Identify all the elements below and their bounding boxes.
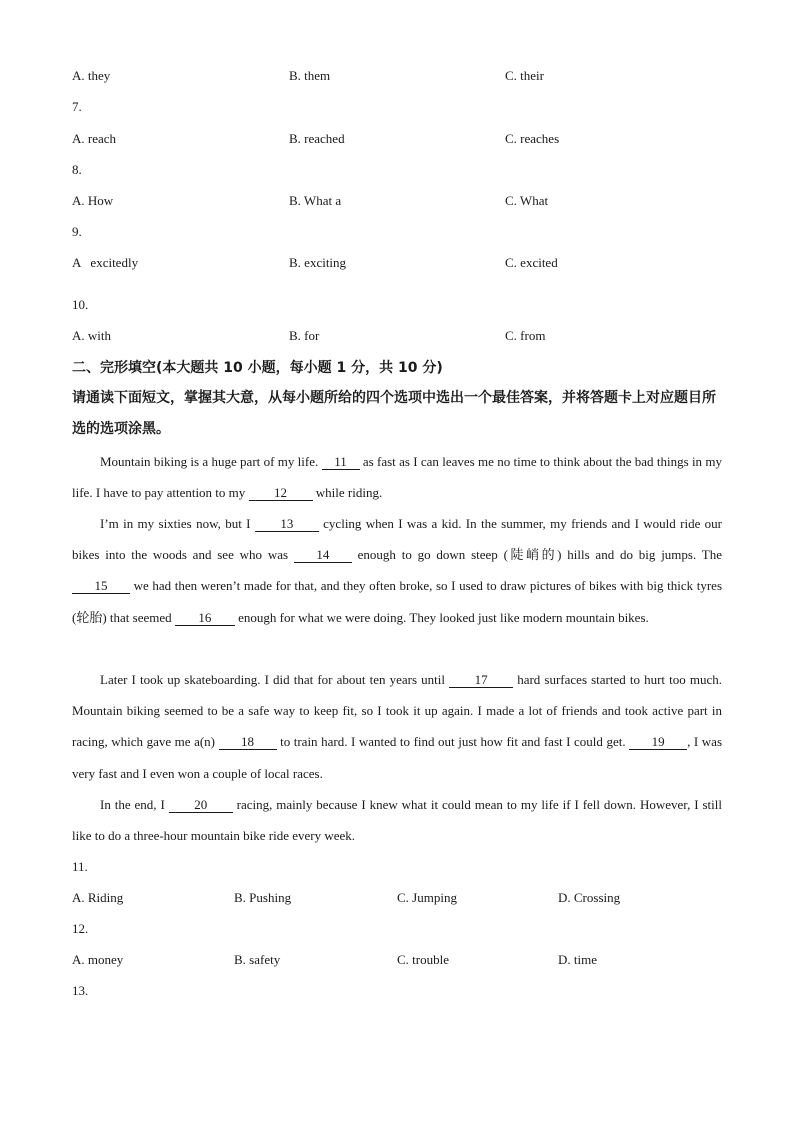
option-c: C. trouble	[397, 952, 449, 967]
blank-14: 14	[294, 547, 352, 563]
question-8-number: 8.	[72, 162, 82, 177]
blank-19: 19	[629, 734, 687, 750]
question-7-number: 7.	[72, 99, 82, 114]
blank-15: 15	[72, 578, 130, 594]
option-a: A. they	[72, 68, 111, 83]
option-a: A excitedly	[72, 255, 139, 270]
option-b: B. them	[289, 68, 331, 83]
question-6-options	[72, 66, 722, 86]
option-a: A. reach	[72, 131, 117, 146]
option-a: A. How	[72, 193, 114, 208]
option-c: C. What	[505, 193, 549, 208]
section-heading: 二、完形填空(本大题共 10 小题，每小题 1 分，共 10 分)	[72, 360, 443, 376]
passage-paragraph-1: Mountain biking is a huge part of my life. 11 as fast as I can leaves me no time to think about the bad things in my life. I have to pay attention to my 12 while riding.	[72, 454, 722, 501]
option-c: C. their	[505, 68, 544, 83]
question-10-options	[72, 326, 722, 346]
blank-16: 16	[175, 610, 235, 626]
option-c: C. excited	[505, 255, 558, 270]
blank-13: 13	[255, 516, 319, 532]
question-12-number: 12.	[72, 921, 89, 936]
option-c: C. from	[505, 328, 546, 343]
option-d: D. time	[558, 952, 597, 967]
option-c: C. reaches	[505, 131, 560, 146]
option-c: C. Jumping	[397, 890, 457, 905]
option-a: A. Riding	[72, 890, 124, 905]
question-7-options	[72, 129, 722, 149]
blank-20: 20	[169, 797, 233, 813]
option-b: B. What a	[289, 193, 342, 208]
question-11-number: 11.	[72, 859, 88, 874]
question-10-number: 10.	[72, 297, 89, 312]
blank-12: 12	[249, 485, 313, 501]
passage-paragraph-4: In the end, I 20 racing, mainly because I knew what it could mean to my life if I fell down. However, I still like to do a three-hour mountain bike ride every week.	[72, 797, 723, 844]
option-a: A. money	[72, 952, 124, 967]
passage-paragraph-2: I’m in my sixties now, but I 13 cycling when I was a kid. In the summer, my friends and I would ride our bikes into the woods and see who was 14 enough to go down steep (陡峭的) hills and do big jumps. The 15 we had then weren’t made for that, and they often broke, so I used to draw pictures of bikes with big thick tyres (轮胎) that seemed 16 enough for what we were doing. They looked just like modern mountain bikes.	[72, 516, 723, 625]
blank-11: 11	[322, 454, 360, 470]
question-11-options	[72, 888, 722, 908]
option-a: A. with	[72, 328, 111, 343]
option-b: B. Pushing	[234, 890, 292, 905]
section-instruction: 请通读下面短文，掌握其大意，从每小题所给的四个选项中选出一个最佳答案，并将答题卡上对应题目所选的选项涂黑。	[72, 390, 716, 437]
option-b: B. exciting	[289, 255, 347, 270]
passage-paragraph-3: Later I took up skateboarding. I did that for about ten years until 17 hard surfaces started to hurt too much. Mountain biking seemed to be a safe way to keep fit, so I took it up again. I made a lot of friends and took active part in racing, which gave me a(n) 18 to train hard. I wanted to find out just how fit and fast I could get. 19 , I was very fast and I even won a couple of local races.	[72, 672, 722, 781]
question-8-options	[72, 191, 722, 211]
blank-18: 18	[219, 734, 277, 750]
question-9-number: 9.	[72, 224, 82, 239]
question-13-number: 13.	[72, 983, 89, 998]
option-d: D. Crossing	[558, 890, 621, 905]
blank-17: 17	[449, 672, 513, 688]
option-b: B. safety	[234, 952, 281, 967]
question-12-options	[72, 950, 722, 970]
option-b: B. for	[289, 328, 320, 343]
option-b: B. reached	[289, 131, 345, 146]
question-9-options	[72, 253, 722, 273]
